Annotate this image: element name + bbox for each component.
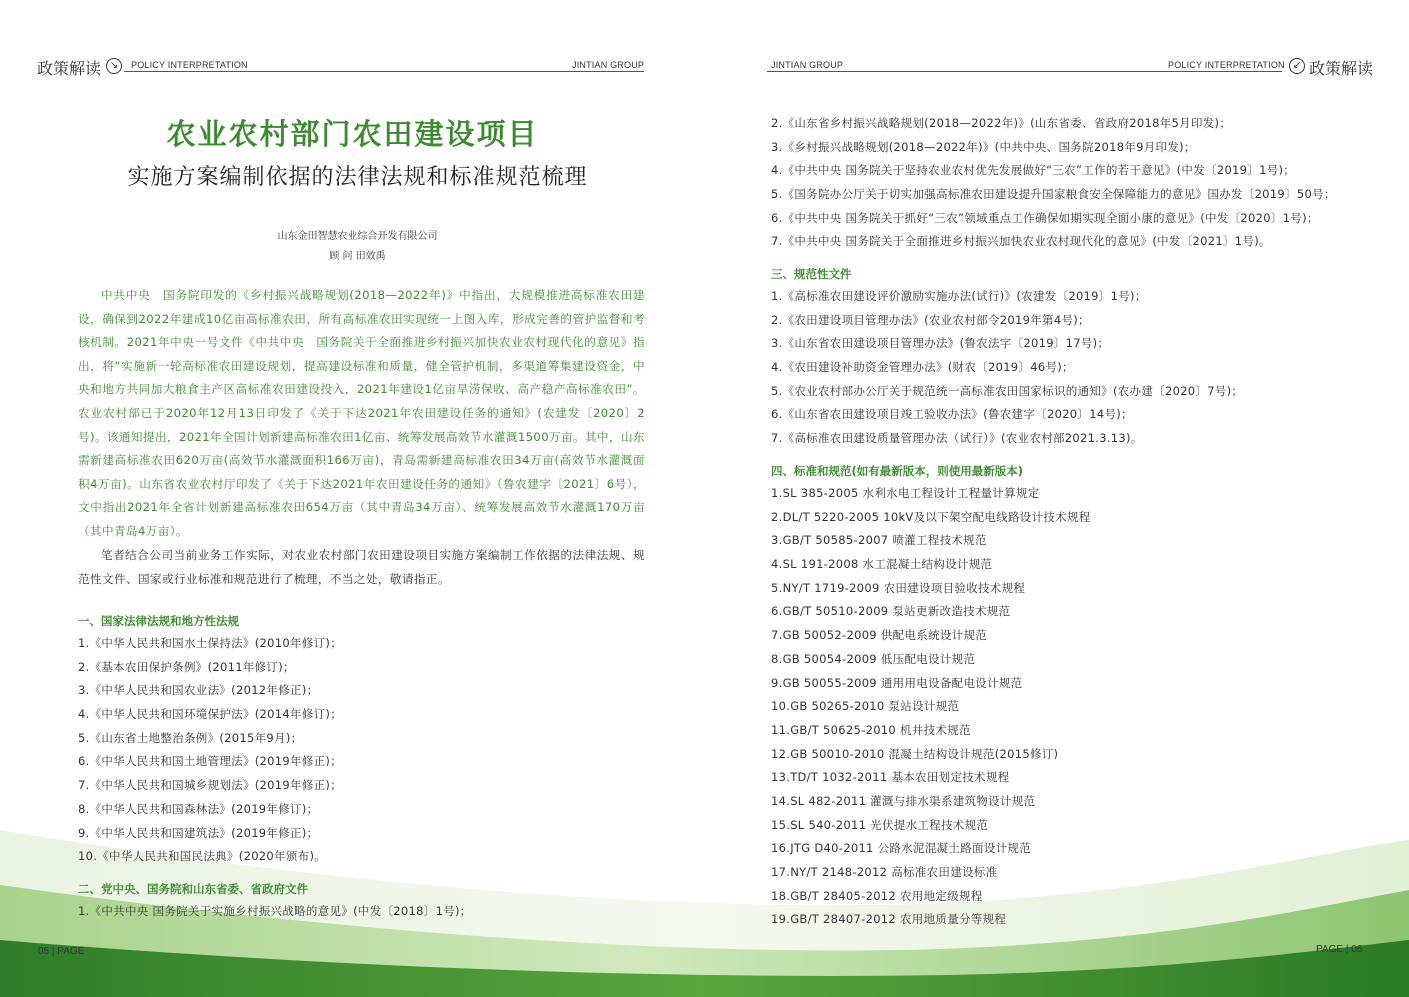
list-item: 9.GB 50055-2009 通用用电设备配电设计规范 <box>771 675 1023 690</box>
normative-docs-list <box>771 285 1243 451</box>
list-item: 12.GB 50010-2010 混凝土结构设计规范(2015修订) <box>771 746 1059 761</box>
standards-list <box>771 482 1091 932</box>
list-item: 6.《中共中央 国务院关于抓好“三农”领域重点工作确保如期实现全面小康的意见》(中发〔2020〕1号)； <box>771 210 1319 225</box>
list-item: 7.《中共中央 国务院关于全面推进乡村振兴加快农业农村现代化的意见》(中发〔2021〕1号)。 <box>771 234 1271 249</box>
author-paragraph: 笔者结合公司当前业务工作实际，对农业农村部门农田建设项目实施方案编制工作依据的法律法规、规范性文件、国家或行业标准和规范进行了梳理，不当之处，敬请指正。 <box>78 548 645 586</box>
list-item: 11.GB/T 50625-2010 机井技术规范 <box>771 722 971 737</box>
author-organization: 山东金田智慧农业综合开发有限公司 <box>277 231 438 242</box>
group-name: JINTIAN GROUP <box>572 60 645 70</box>
list-item: 15.SL 540-2011 光伏提水工程技术规范 <box>771 817 989 832</box>
list-item: 6.GB/T 50510-2009 泵站更新改造技术规范 <box>771 604 1011 619</box>
author-advisor: 顾 问 田效禹 <box>329 251 386 262</box>
list-item: 5.《国务院办公厅关于切实加强高标准农田建设提升国家粮食安全保障能力的意见》国办发〔2019〕50号； <box>771 187 1336 202</box>
list-item: 3.GB/T 50585-2007 喷灌工程技术规范 <box>771 533 987 548</box>
arrow-down-right-circle-icon: ↘ <box>106 58 122 74</box>
list-item: 10.GB 50265-2010 泵站设计规范 <box>771 699 960 714</box>
list-item: 5.《山东省土地整治条例》(2015年9月)； <box>78 730 303 745</box>
list-item: 16.JTG D40-2011 公路水泥混凝土路面设计规范 <box>771 841 1032 856</box>
list-item: 17.NY/T 2148-2012 高标准农田建设标准 <box>771 865 998 879</box>
section-heading-normative-docs: 三、规范性文件 <box>771 267 852 281</box>
list-item: 5.NY/T 1719-2009 农田建设项目验收技术规程 <box>771 580 1026 595</box>
article-title: 农业农村部门农田建设项目 <box>166 117 539 151</box>
list-item: 2.《农田建设项目管理办法》(农业农村部令2019年第4号)； <box>771 312 1090 327</box>
laws-list <box>78 632 342 869</box>
list-item: 7.GB 50052-2009 供配电系统设计规范 <box>771 628 988 643</box>
section-heading-standards: 四、标准和规范(如有最新版本，则使用最新版本) <box>771 464 1024 478</box>
central-docs-list-left <box>78 900 472 924</box>
list-item: 13.TD/T 1032-2011 基本农田划定技术规程 <box>771 770 1010 785</box>
page-number: PAGE | 06 <box>1316 944 1363 955</box>
arrow-down-left-circle-icon: ↙ <box>1289 58 1305 74</box>
list-item: 3.《中华人民共和国农业法》(2012年修正)； <box>78 683 319 698</box>
list-item: 2.《基本农田保护条例》(2011年修订)； <box>78 659 295 674</box>
list-item: 2.DL/T 5220-2005 10kV及以下架空配电线路设计技术规程 <box>771 509 1091 524</box>
list-item: 3.《乡村振兴战略规划(2018—2022年)》(中共中央、国务院2018年9月印发)； <box>771 139 1196 154</box>
list-item: 4.SL 191-2008 水工混凝土结构设计规范 <box>771 557 993 572</box>
section-title-en: POLICY INTERPRETATION <box>131 60 248 70</box>
list-item: 7.《中华人民共和国城乡规划法》(2019年修正)； <box>78 778 343 793</box>
section-title-cn: 政策解读 <box>1309 59 1374 78</box>
page-number: 05 | PAGE <box>38 946 85 957</box>
list-item: 1.SL 385-2005 水利水电工程设计工程量计算规定 <box>771 486 1040 500</box>
intro-paragraph: 中共中央 国务院印发的《乡村振兴战略规划(2018—2022年)》中指出，大规模推进高标准农田建设，确保到2022年建成10亿亩高标准农田，所有高标准农田实现统一上图入库，形成完善的管护监督和考核机制。2021年中央一号文件《中共中央 国务院关于全面推进乡村振兴加快农业农村现代化的意见》指出，将“实施新一轮高标准农田建设规划，提高建设标准和质量，健全管护机制，多渠道筹集建设资金，中央和地方共同加大粮食主产区高标准农田建设投入，2021年建设1亿亩旱涝保收、高产稳产高标准农田”。农业农村部已于2020年12月13日印发了《关于下达2021年农田建设任务的通知》(农建发〔2020〕2号)。该通知提出，2021年全国计划新建高标准农田1亿亩、统筹发展高效节水灌溉1500万亩。其中，山东需新建高标准农田620万亩(高效节水灌溉面积166万亩)，青岛需新建高标准农田34万亩(高效节水灌溉面积4万亩)。山东省农业农村厅印发了《关于下达2021年农田建设任务的通知》（鲁农建字〔2021〕6号），文中指出2021年全省计划新建高标准农田654万亩（其中青岛34万亩）、统筹发展高效节水灌溉170万亩（其中青岛4万亩）。 <box>78 288 645 538</box>
list-item: 1.《高标准农田建设评价激励实施办法(试行)》(农建发〔2019〕1号)； <box>771 289 1147 303</box>
list-item: 10.《中华人民共和国民法典》(2020年颁布)。 <box>78 849 327 864</box>
list-item: 2.《山东省乡村振兴战略规划(2018—2022年)》(山东省委、省政府2018年5月印发)； <box>771 116 1232 130</box>
list-item: 8.GB 50054-2009 低压配电设计规范 <box>771 651 976 666</box>
section-heading-central-docs: 二、党中央、国务院和山东省委、省政府文件 <box>78 882 308 896</box>
list-item: 7.《高标准农田建设质量管理办法（试行）》(农业农村部2021.3.13)。 <box>771 431 1143 446</box>
list-item: 6.《中华人民共和国土地管理法》(2019年修正)； <box>78 754 343 769</box>
list-item: 9.《中华人民共和国建筑法》(2019年修正)； <box>78 825 319 840</box>
list-item: 5.《农业农村部办公厅关于规范统一高标准农田国家标识的通知》(农办建〔2020〕7号)； <box>771 383 1244 398</box>
section-title-cn: 政策解读 <box>37 59 102 78</box>
central-docs-list-right <box>771 112 1336 254</box>
article-subtitle: 实施方案编制依据的法律法规和标准规范梳理 <box>127 165 588 190</box>
list-item: 4.《中共中央 国务院关于坚持农业农村优先发展做好“三农”工作的若干意见》(中发〔2019〕1号)； <box>771 163 1296 178</box>
header-rule <box>767 71 1282 72</box>
section-title-en: POLICY INTERPRETATION <box>1168 60 1285 70</box>
list-item: 3.《山东省农田建设项目管理办法》(鲁农法字〔2019〕17号)； <box>771 336 1110 351</box>
list-item: 4.《中华人民共和国环境保护法》(2014年修订)； <box>78 707 343 722</box>
list-item: 14.SL 482-2011 灌溉与排水渠系建筑物设计规范 <box>771 793 1036 808</box>
list-item: 19.GB/T 28407-2012 农用地质量分等规程 <box>771 912 1007 927</box>
list-item: 1.《中共中央 国务院关于实施乡村振兴战略的意见》(中发〔2018〕1号)； <box>78 904 472 918</box>
list-item: 8.《中华人民共和国森林法》(2019年修订)； <box>78 801 319 816</box>
section-heading-laws: 一、国家法律法规和地方性法规 <box>78 614 239 628</box>
list-item: 1.《中华人民共和国水土保持法》(2010年修订)； <box>78 636 343 650</box>
right-page <box>705 0 1409 997</box>
list-item: 4.《农田建设补助资金管理办法》(财农〔2019〕46号)； <box>771 360 1074 375</box>
header-rule <box>124 71 644 72</box>
list-item: 18.GB/T 28405-2012 农用地定级规程 <box>771 888 983 903</box>
group-name: JINTIAN GROUP <box>771 60 844 70</box>
list-item: 6.《山东省农田建设项目竣工验收办法》(鲁农建字〔2020〕14号)； <box>771 407 1133 422</box>
